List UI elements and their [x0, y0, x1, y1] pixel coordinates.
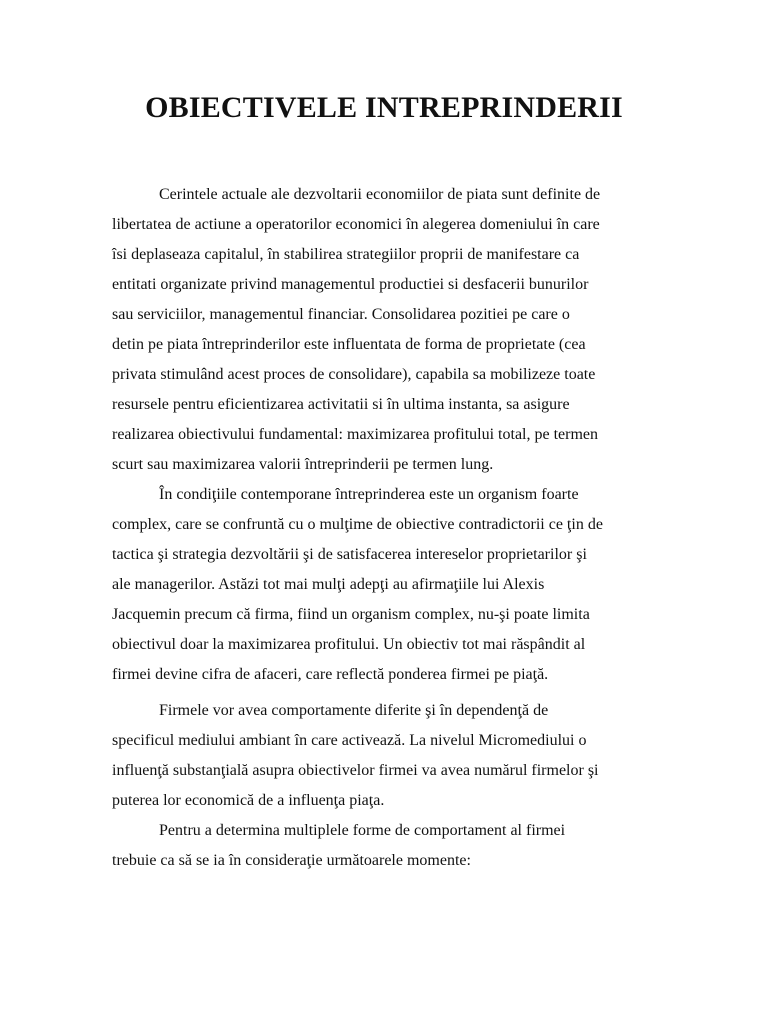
paragraph	[112, 816, 657, 876]
text-line: scurt sau maximizarea valorii întreprinderii pe termen lung.	[112, 456, 494, 473]
text-line: detin pe piata întreprinderilor este influentata de forma de proprietate (cea	[112, 336, 586, 353]
text-line: puterea lor economică de a influenţa piaţa.	[112, 792, 385, 809]
text-line: libertatea de actiune a operatorilor economici în alegerea domeniului în care	[112, 216, 600, 233]
paragraph	[112, 480, 657, 690]
text-line: sau serviciilor, managementul financiar. Consolidarea pozitiei pe care o	[112, 306, 570, 323]
text-line: obiectivul doar la maximizarea profitului. Un obiectiv tot mai răspândit al	[112, 636, 586, 653]
text-line: Jacquemin precum că firma, fiind un organism complex, nu-şi poate limita	[112, 606, 590, 623]
text-line: complex, care se confruntă cu o mulţime de obiective contradictorii ce ţin de	[112, 516, 603, 533]
text-line: resursele pentru eficientizarea activitatii si în ultima instanta, sa asigure	[112, 396, 570, 413]
text-line: specificul mediului ambiant în care activează. La nivelul Micromediului o	[112, 732, 587, 749]
text-line: tactica şi strategia dezvoltării şi de satisfacerea intereselor proprietarilor şi	[112, 546, 587, 563]
text-line: firmei devine cifra de afaceri, care reflectă ponderea firmei pe piaţă.	[112, 666, 549, 683]
text-line: Cerintele actuale ale dezvoltarii economiilor de piata sunt definite de	[159, 186, 601, 203]
document-body	[112, 180, 657, 876]
text-line: trebuie ca să se ia în consideraţie următoarele momente:	[112, 852, 471, 869]
text-line: Firmele vor avea comportamente diferite şi în dependenţă de	[159, 702, 549, 719]
document-title: OBIECTIVELE INTREPRINDERII	[145, 91, 623, 124]
text-line: Pentru a determina multiplele forme de comportament al firmei	[159, 822, 566, 839]
text-line: realizarea obiectivului fundamental: maximizarea profitului total, pe termen	[112, 426, 599, 443]
paragraph	[112, 696, 657, 816]
paragraph	[112, 180, 657, 480]
text-line: privata stimulând acest proces de consolidare), capabila sa mobilizeze toate	[112, 366, 596, 383]
text-line: În condiţiile contemporane întreprinderea este un organism foarte	[159, 486, 579, 503]
text-line: îsi deplaseaza capitalul, în stabilirea strategiilor proprii de manifestare ca	[112, 246, 580, 263]
text-line: entitati organizate privind managementul productiei si desfacerii bunurilor	[112, 276, 589, 293]
text-line: influenţă substanţială asupra obiectivelor firmei va avea numărul firmelor şi	[112, 762, 599, 779]
text-line: ale managerilor. Astăzi tot mai mulţi adepţi au afirmaţiile lui Alexis	[112, 576, 545, 593]
